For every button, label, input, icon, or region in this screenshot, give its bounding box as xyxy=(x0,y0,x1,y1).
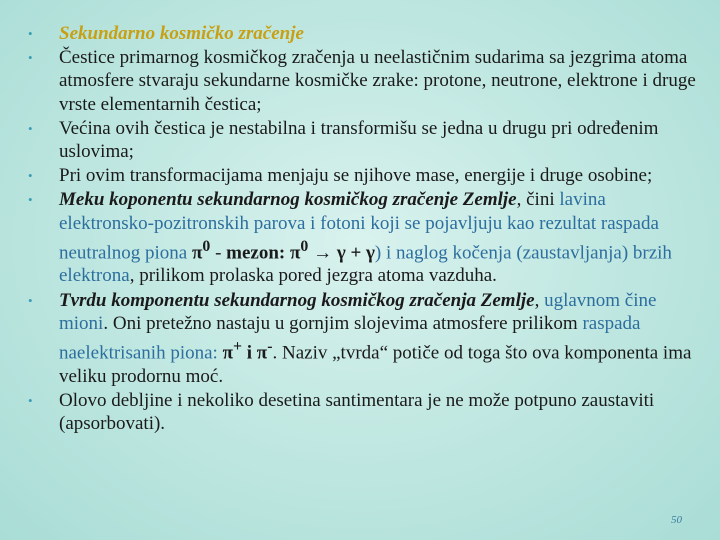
list-item xyxy=(28,117,698,163)
text-fragment: - xyxy=(210,242,227,264)
highlight-text: lavina elektronsko-pozitronskih parova i fotoni koji se pojavljuju kao rezultat raspada neutralnog piona xyxy=(59,189,659,264)
soft-component-lead: Meku koponentu sekundarnog kosmičkog zračenje Zemlje xyxy=(59,189,517,211)
highlight-text: ) i naglog kočenja (zaustavljanja) brzih elektrona xyxy=(59,242,672,287)
bullet-text: Pri ovim transformacijama menjaju se njihove mase, energije i druge osobine; xyxy=(59,165,653,187)
text-fragment: , čini xyxy=(516,189,560,211)
list-item xyxy=(28,46,698,116)
pion-minus-superscript: - xyxy=(267,337,273,355)
text-fragment: . Oni pretežno nastaju u gornjim slojevima atmosfere prilikom xyxy=(103,312,583,334)
bullet-text: Većina ovih čestica je nestabilna i transformišu se jedna u drugu pri određenim uslovima; xyxy=(59,117,659,163)
list-item-title xyxy=(28,22,698,45)
conjunction: i xyxy=(242,342,257,364)
pion-plus-symbol: π xyxy=(222,342,233,364)
pion-superscript: 0 xyxy=(202,237,211,255)
list-item xyxy=(28,164,698,187)
bullet-icon: • xyxy=(28,50,33,66)
page-number: 50 xyxy=(671,514,682,526)
bullet-list xyxy=(28,22,698,436)
bullet-icon: • xyxy=(28,392,33,408)
bullet-icon: • xyxy=(28,168,33,184)
bullet-icon: • xyxy=(28,26,33,41)
bullet-icon: • xyxy=(28,120,33,136)
hard-component-lead: Tvrdu komponentu sekundarnog kosmičkog zračenja Zemlje xyxy=(59,289,535,311)
text-fragment: , prilikom prolaska pored jezgra atoma vazduha. xyxy=(129,265,497,287)
pion-symbol: π xyxy=(191,242,203,264)
bullet-icon: • xyxy=(28,292,33,308)
pion-plus-superscript: + xyxy=(232,337,243,355)
list-item-soft-component xyxy=(28,188,698,287)
pion-minus-symbol: π xyxy=(256,342,268,364)
bullet-text: Čestice primarnog kosmičkog zračenja u neelastičnim sudarima sa jezgrima atoma atmosfere stvaraju sekundarne kosmičke zrake: protone, neutrone, elektrone i druge vrste elementarnih čestica; xyxy=(59,47,696,115)
list-item-hard-component xyxy=(28,289,698,388)
list-item xyxy=(28,389,698,435)
meson-decay: → γ + γ xyxy=(308,242,375,264)
highlight-text: uglavnom čine mioni xyxy=(59,289,657,334)
text-fragment: , xyxy=(534,289,545,311)
bullet-text: Olovo debljine i nekoliko desetina santimentara je ne može potpuno zaustaviti (apsorbovati). xyxy=(59,389,655,434)
meson-superscript: 0 xyxy=(300,237,309,255)
meson-label: mezon: π xyxy=(226,242,301,264)
slide-title: Sekundarno kosmičko zračenje xyxy=(59,23,304,44)
text-fragment: . Naziv „tvrda“ potiče od toga što ova komponenta ima veliku prodornu moć. xyxy=(59,342,692,387)
highlight-text: raspada naelektrisanih piona: xyxy=(59,312,641,364)
bullet-icon: • xyxy=(28,192,33,208)
